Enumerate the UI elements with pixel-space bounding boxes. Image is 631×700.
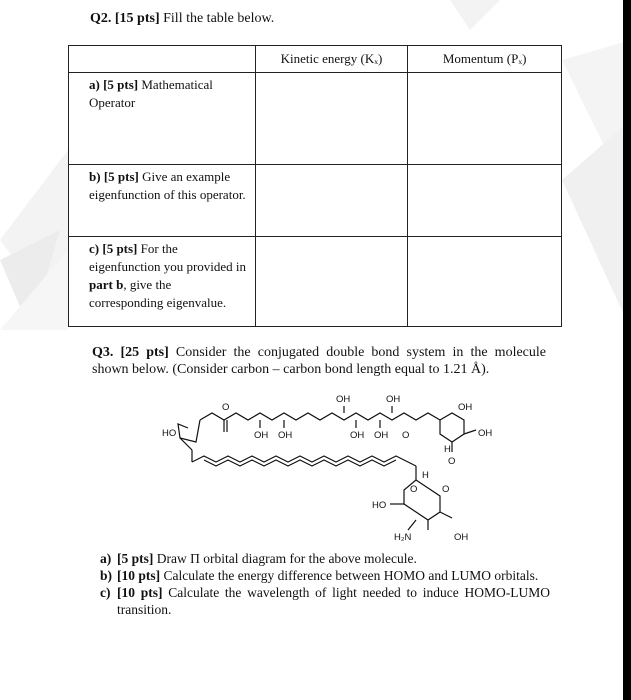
mol-label: OH (350, 430, 365, 441)
row-points: [5 pts] (103, 169, 139, 184)
q3-number: Q3. (92, 345, 114, 360)
row-label-a (69, 73, 256, 165)
mol-label: H (444, 444, 451, 455)
part-tag: b) (100, 568, 113, 583)
mol-label: OH (478, 428, 493, 439)
mol-label: HO (372, 500, 387, 511)
mol-label: HO (162, 428, 177, 439)
q2-points: [15 pts] (114, 11, 160, 26)
row-text: For the eigenfunction you provided in (89, 241, 247, 274)
q3-heading (92, 344, 546, 378)
mol-label: OH (278, 430, 293, 441)
q3-part-a (100, 550, 550, 567)
part-points: [5 pts] (117, 551, 154, 566)
mol-label: O (402, 430, 410, 441)
q2-heading (90, 11, 274, 27)
table-row (69, 237, 562, 327)
q2-text: Fill the table below. (163, 11, 275, 26)
q2-table (68, 45, 562, 327)
mol-label: OH (458, 402, 473, 413)
answer-cell-kinetic-a[interactable] (255, 73, 408, 165)
mol-label: OH (386, 394, 401, 405)
mol-label: OH (374, 430, 389, 441)
header-corner (69, 46, 256, 73)
part-text: Calculate the wavelength of light needed to induce HOMO-LUMO transition. (117, 585, 550, 617)
part-text: Calculate the energy difference between HOMO and LUMO orbitals. (163, 568, 539, 583)
header-kinetic-energy: Kinetic energy (Kₓ) (255, 46, 408, 73)
q2-number: Q2. (90, 11, 112, 26)
table-row (69, 73, 562, 165)
row-tag: b) (89, 169, 101, 184)
right-border (623, 0, 631, 700)
mol-label: H (422, 470, 429, 481)
table-row (69, 165, 562, 237)
mol-label: H₂N (394, 532, 412, 543)
q3-part-b (100, 567, 550, 584)
q3-part-c (100, 584, 550, 618)
row-points: [5 pts] (103, 77, 139, 92)
part-tag: c) (100, 585, 111, 600)
part-points: [10 pts] (117, 585, 163, 600)
row-text-after: , give the corresponding eigenvalue. (89, 277, 227, 310)
row-tag: c) (89, 241, 100, 256)
answer-cell-momentum-c[interactable] (408, 237, 562, 327)
q3-text: Consider the conjugated double bond system in the molecule shown below. (Consider carbon – carbon bond length equal to 1.21 Å). (92, 345, 546, 377)
row-text: Mathematical Operator (89, 77, 213, 110)
mol-label: O (442, 484, 450, 495)
answer-cell-momentum-a[interactable] (408, 73, 562, 165)
row-text-bold: part b (89, 277, 124, 292)
mol-label: O (222, 402, 230, 413)
q3-points: [25 pts] (120, 345, 169, 360)
row-tag: a) (89, 77, 100, 92)
molecule-structure (140, 380, 520, 546)
mol-label: OH (454, 532, 469, 543)
row-points: [5 pts] (102, 241, 138, 256)
mol-label: OH (336, 394, 351, 405)
part-points: [10 pts] (117, 568, 161, 583)
table-header-row (69, 46, 562, 73)
header-momentum: Momentum (Pₓ) (408, 46, 562, 73)
part-text: Draw Π orbital diagram for the above molecule. (156, 551, 417, 566)
mol-label: O (448, 456, 456, 467)
answer-cell-kinetic-b[interactable] (255, 165, 408, 237)
row-text: Give an example eigenfunction of this operator. (89, 169, 246, 202)
answer-cell-momentum-b[interactable] (408, 165, 562, 237)
row-label-c (69, 237, 256, 327)
mol-label: OH (254, 430, 269, 441)
answer-cell-kinetic-c[interactable] (255, 237, 408, 327)
mol-label: O (410, 484, 418, 495)
row-label-b (69, 165, 256, 237)
q3-parts (100, 550, 550, 618)
part-tag: a) (100, 551, 112, 566)
